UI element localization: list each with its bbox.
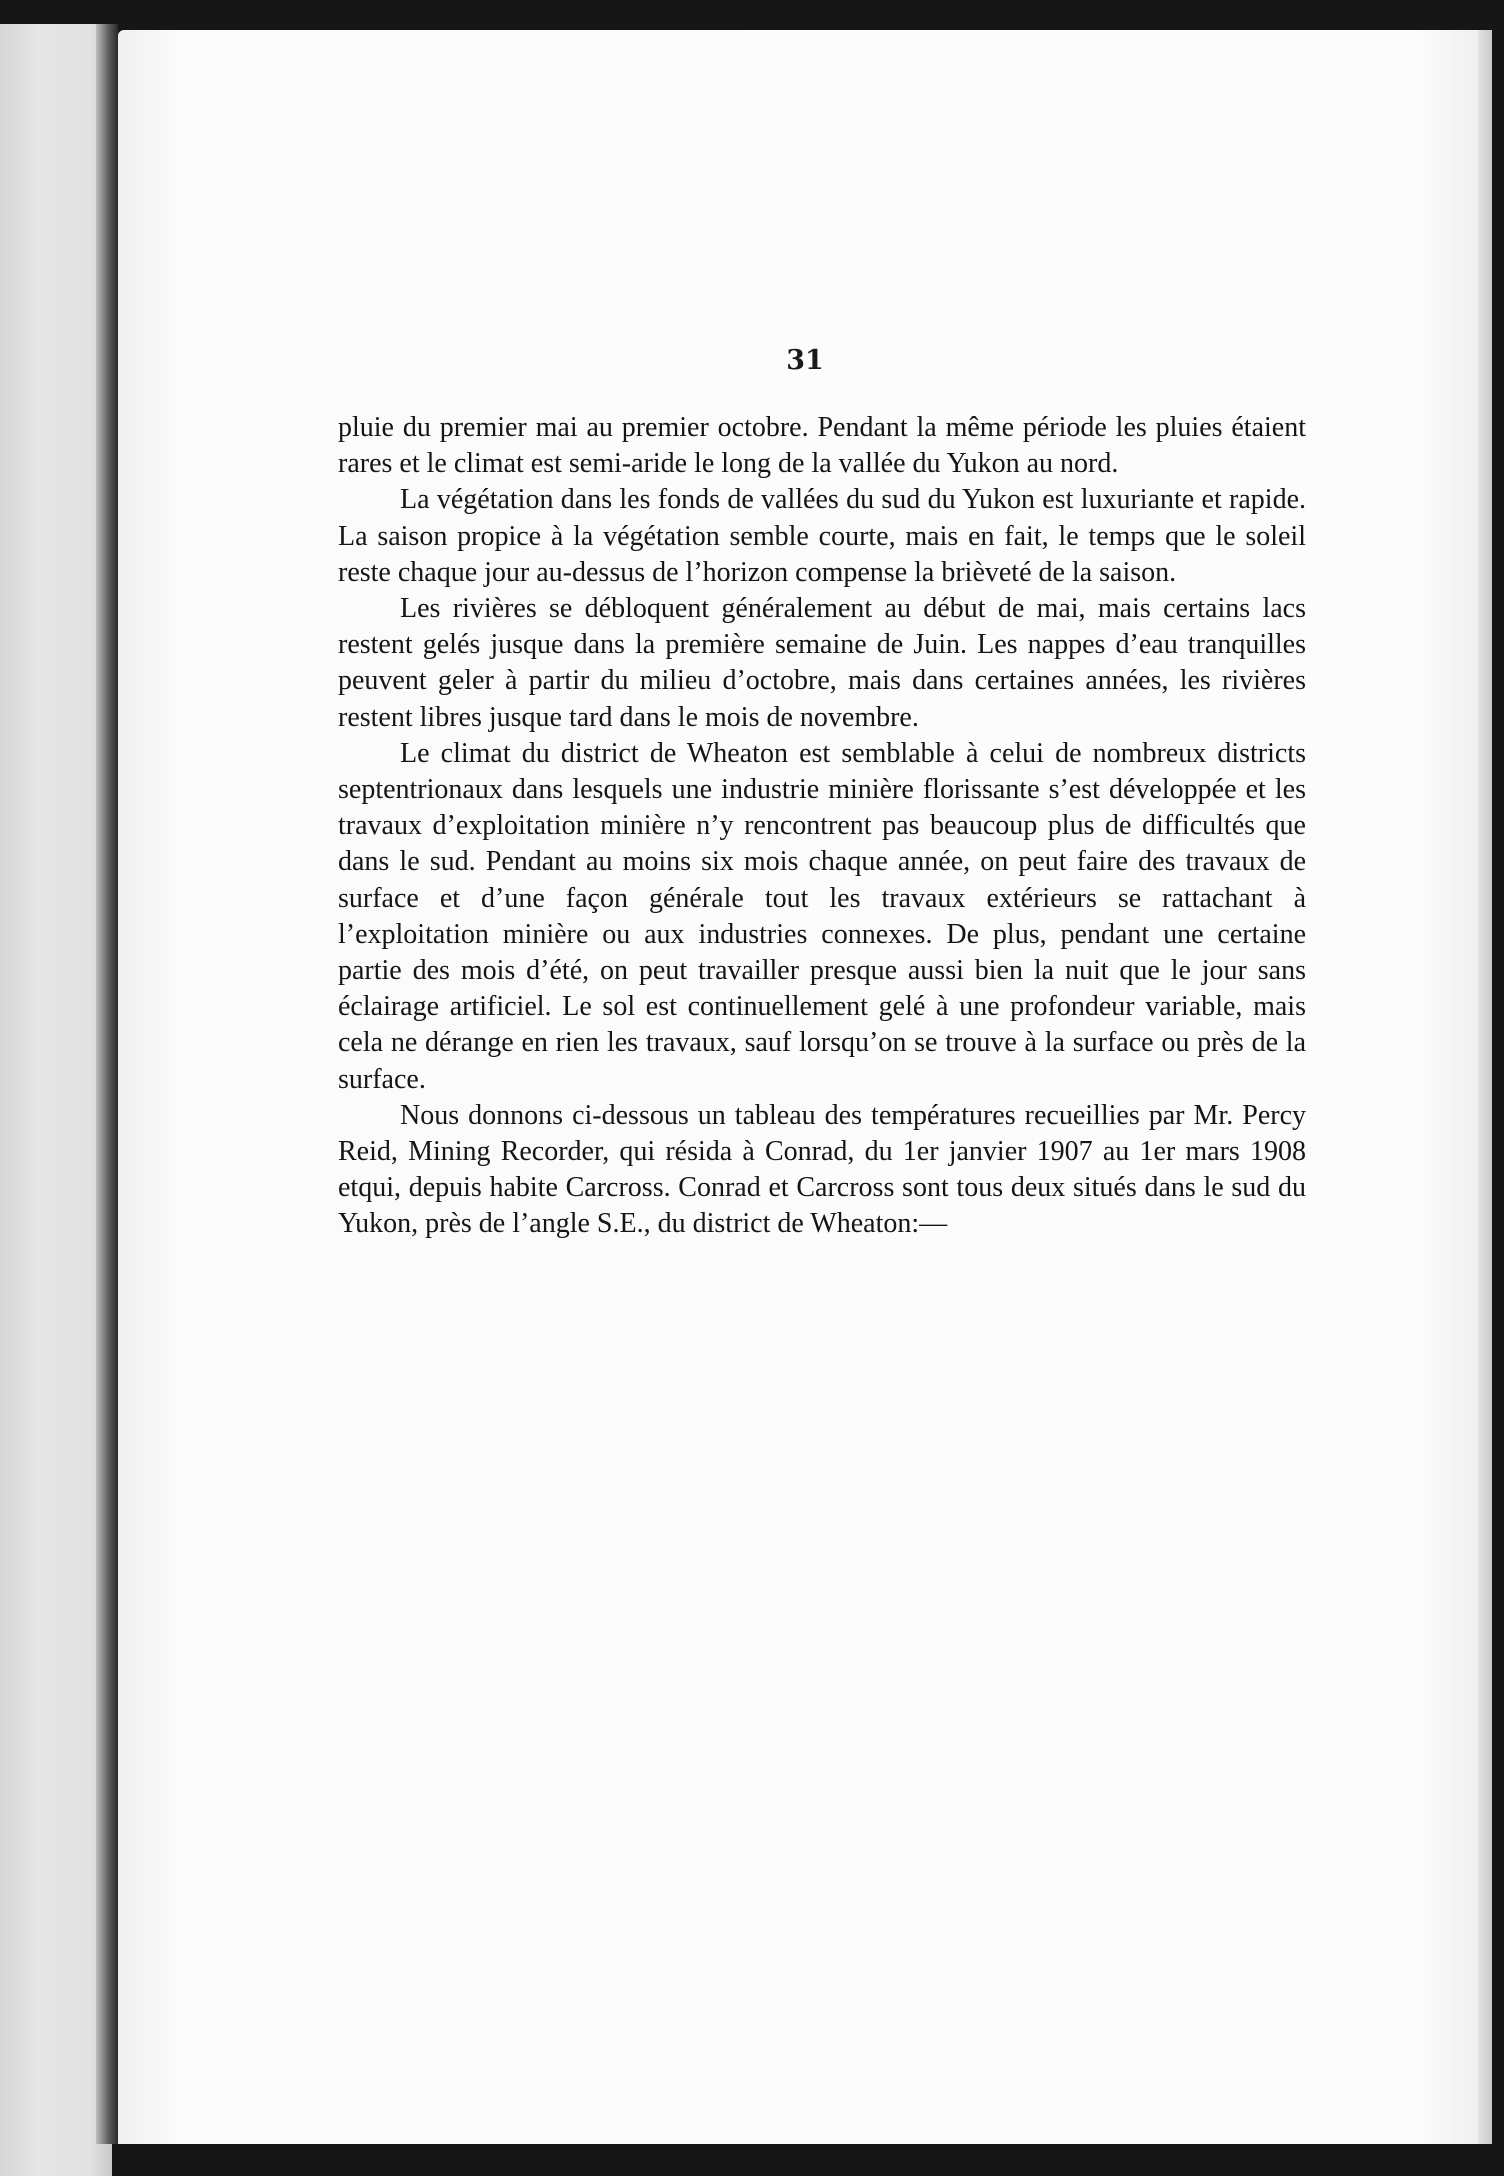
paragraph-2: La végétation dans les fonds de vallées du sud du Yukon est luxuriante et rapide. La saison propice à la végétation semble courte, mais en fait, le temps que le soleil reste chaque jour au-dessus de l’horizon compense la brièveté de la saison. xyxy=(338,484,1306,588)
book-gutter xyxy=(96,24,118,2144)
body-text xyxy=(338,410,1306,1243)
paragraph-4: Le climat du district de Wheaton est semblable à celui de nombreux districts septentrionaux dans lesquels une industrie minière florissante s’est développée et les travaux d’exploitation minière n’y rencontrent pas beaucoup plus de difficultés que dans le sud. Pendant au moins six mois chaque année, on peut faire des travaux de surface et d’une façon générale tout les travaux extérieurs se rattachant à l’exploitation minière ou aux industries connexes. De plus, pendant une certaine partie des mois d’été, on peut travailler presque aussi bien la nuit que le jour sans éclairage artificiel. Le sol est continuellement gelé à une profondeur variable, mais cela ne dérange en rien les travaux, sauf lorsqu’on se trouve à la surface ou près de la surface. xyxy=(338,737,1306,1095)
paragraph-5: Nous donnons ci-dessous un tableau des températures recueillies par Mr. Percy Reid, Mining Recorder, qui résida à Conrad, du 1er janvier 1907 au 1er mars 1908 etqui, depuis habite Carcross. Conrad et Carcross sont tous deux situés dans le sud du Yukon, près de l’angle S.E., du district de Wheaton:— xyxy=(338,1099,1306,1240)
page-number: 31 xyxy=(786,345,824,376)
document-page xyxy=(118,30,1492,2144)
paragraph-3: Les rivières se débloquent généralement au début de mai, mais certains lacs restent gelés jusque dans la première semaine de Juin. Les nappes d’eau tranquilles peuvent geler à partir du milieu d’octobre, mais dans certaines années, les rivières restent libres jusque tard dans le mois de novembre. xyxy=(338,593,1306,733)
paragraph-1: pluie du premier mai au premier octobre. Pendant la même période les pluies étaient rares et le climat est semi-aride le long de la vallée du Yukon au nord. xyxy=(338,412,1306,480)
